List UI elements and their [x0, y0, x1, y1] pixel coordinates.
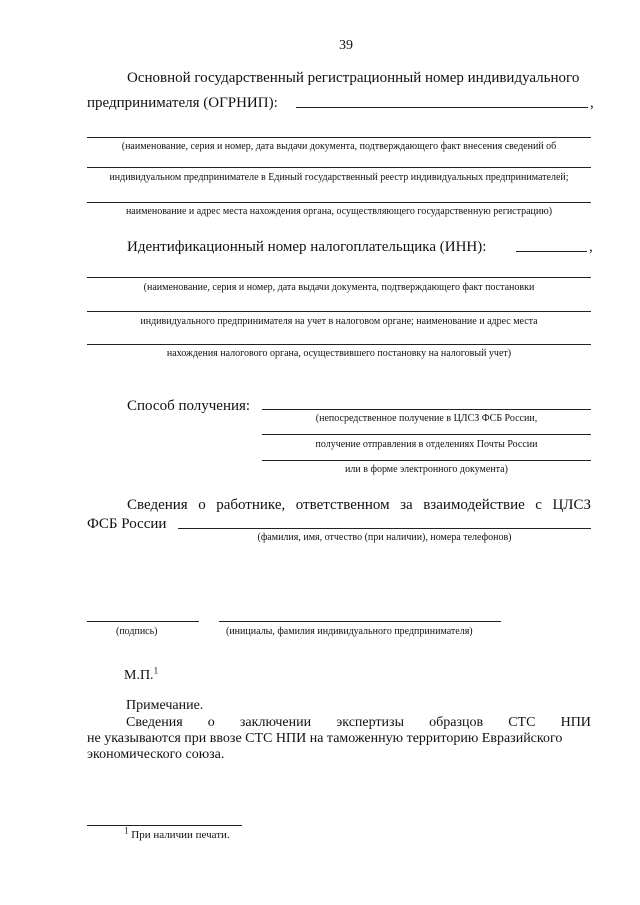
receipt-option-1: (непосредственное получение в ЦЛСЗ ФСБ России, — [315, 413, 538, 424]
ogrnip-input-line[interactable] — [296, 107, 588, 108]
note-word: СТС — [508, 715, 536, 730]
employee-word: Сведения — [127, 497, 188, 513]
employee-input-line[interactable] — [178, 528, 591, 529]
employee-word: работнике, — [216, 497, 286, 513]
ogrnip-comma: , — [590, 95, 594, 111]
inn-label: Идентификационный номер налогоплательщика (ИНН): — [127, 239, 487, 255]
stamp-label — [124, 667, 158, 684]
ogrnip-caption-1: (наименование, серия и номер, дата выдачи документа, подтверждающего факт внесения сведений об — [121, 141, 557, 152]
signature-caption: (подпись) — [116, 626, 158, 637]
note-line2: не указываются при ввозе СТС НПИ на таможенную территорию Евразийского — [87, 731, 563, 746]
employee-word: взаимодействие — [423, 497, 525, 513]
inn-caption-1: (наименование, серия и номер, дата выдачи документа, подтверждающего факт постановки — [143, 282, 535, 293]
note-word: Сведения — [126, 715, 183, 730]
inn-caption-3: нахождения налогового органа, осуществившего постановку на налоговый учет) — [166, 348, 512, 359]
employee-label-line2: ФСБ России — [87, 516, 167, 532]
inn-caption-2: индивидуального предпринимателя на учет в налоговом органе; наименование и адрес места — [140, 316, 538, 327]
ogrnip-caption-3: наименование и адрес места нахождения органа, осуществляющего государственную регистрацию) — [125, 206, 553, 217]
inn-details-line-1[interactable] — [87, 277, 591, 278]
footnote-separator — [87, 825, 242, 826]
page-number: 39 — [339, 38, 353, 53]
note-line1 — [126, 714, 591, 731]
employee-label-line1 — [127, 496, 591, 514]
receipt-input-line-1[interactable] — [262, 409, 591, 410]
note-line3: экономического союза. — [87, 747, 225, 762]
receipt-option-2: получение отправления в отделениях Почты России — [315, 439, 538, 450]
note-word: НПИ — [560, 715, 591, 730]
footnote-mark: 1 — [124, 825, 129, 836]
stamp-footnote-mark: 1 — [153, 665, 159, 676]
employee-caption: (фамилия, имя, отчество (при наличии), номера телефонов) — [257, 532, 512, 543]
ogrnip-details-line-3[interactable] — [87, 202, 591, 203]
inn-details-line-3[interactable] — [87, 344, 591, 345]
inn-comma: , — [589, 239, 593, 255]
note-word: образцов — [429, 715, 484, 730]
stamp-text: М.П. — [124, 668, 154, 683]
entrepreneur-name-line[interactable] — [219, 621, 501, 622]
employee-word: ЦЛСЗ — [552, 497, 591, 513]
ogrnip-details-line-2[interactable] — [87, 167, 591, 168]
footnote — [124, 825, 230, 842]
ogrnip-label-line1: Основной государственный регистрационный номер индивидуального — [127, 70, 580, 86]
employee-word: о — [198, 497, 206, 513]
receipt-label: Способ получения: — [127, 398, 251, 414]
inn-details-line-2[interactable] — [87, 311, 591, 312]
ogrnip-caption-2: индивидуальном предпринимателе в Единый государственный реестр индивидуальных предпринимателей; — [109, 172, 569, 183]
inn-input-line[interactable] — [516, 251, 587, 252]
footnote-text: При наличии печати. — [131, 829, 230, 841]
employee-word: с — [535, 497, 542, 513]
entrepreneur-name-caption: (инициалы, фамилия индивидуального предпринимателя) — [226, 626, 473, 637]
receipt-input-line-3[interactable] — [262, 460, 591, 461]
note-word: экспертизы — [336, 715, 404, 730]
ogrnip-label-line2: предпринимателя (ОГРНИП): — [87, 95, 278, 111]
signature-line[interactable] — [87, 621, 199, 622]
employee-word: за — [400, 497, 413, 513]
note-word: заключении — [239, 715, 312, 730]
ogrnip-details-line-1[interactable] — [87, 137, 591, 138]
employee-word: ответственном — [295, 497, 390, 513]
note-title: Примечание. — [126, 698, 204, 713]
receipt-option-3: или в форме электронного документа) — [345, 464, 508, 475]
note-word: о — [207, 715, 215, 730]
receipt-input-line-2[interactable] — [262, 434, 591, 435]
